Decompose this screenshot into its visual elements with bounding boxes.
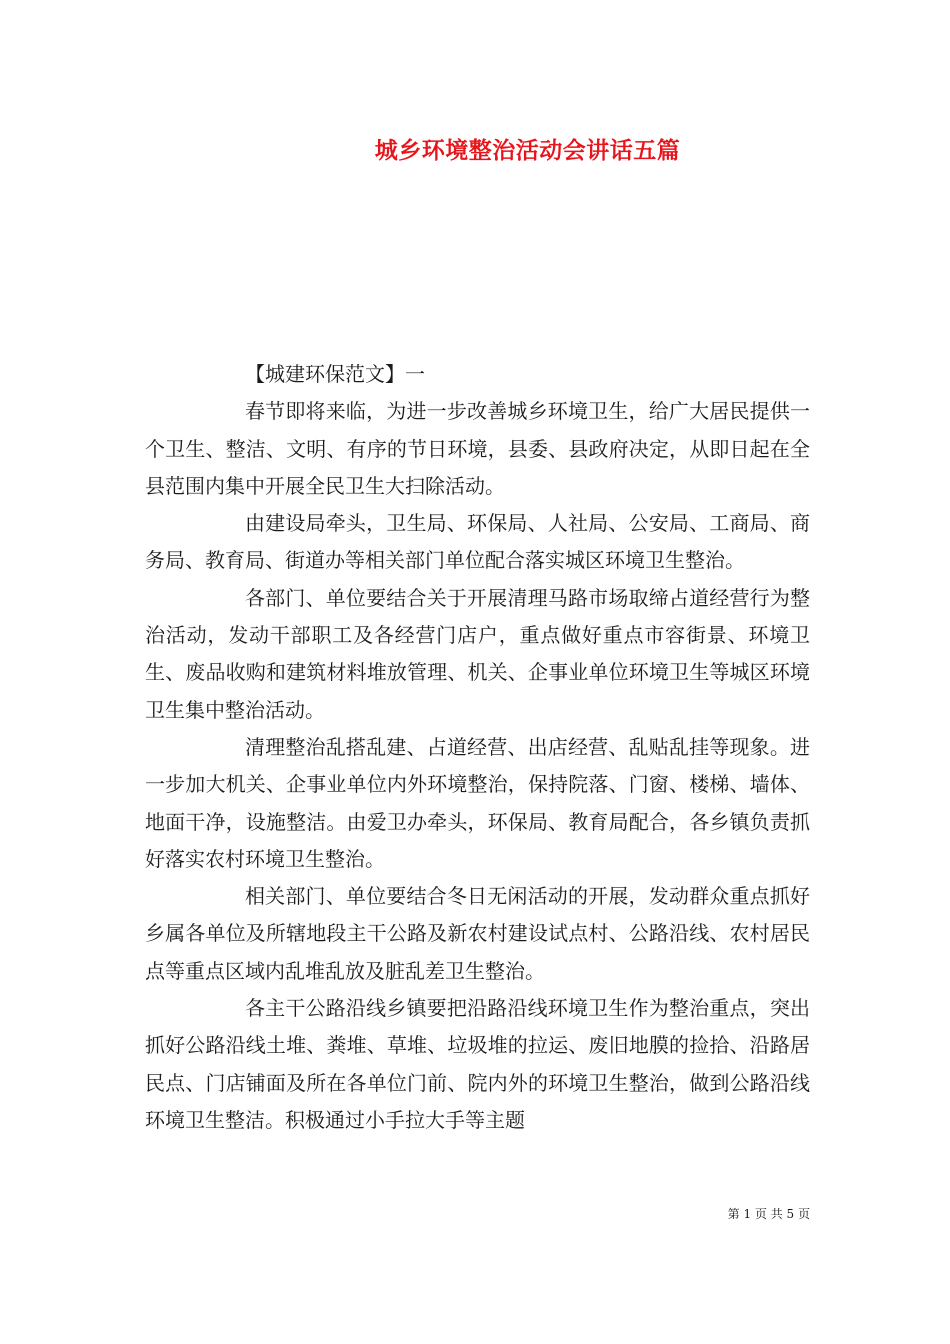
paragraph: 由建设局牵头，卫生局、环保局、人社局、公安局、工商局、商务局、教育局、街道办等相关部门单位配合落实城区环境卫生整治。 bbox=[145, 511, 810, 573]
paragraph: 相关部门、单位要结合冬日无闲活动的开展，发动群众重点抓好乡属各单位及所辖地段主干公路及新农村建设试点村、公路沿线、农村居民点等重点区域内乱堆乱放及脏乱差卫生整治。 bbox=[145, 884, 810, 983]
paragraph: 春节即将来临，为进一步改善城乡环境卫生，给广大居民提供一个卫生、整洁、文明、有序的节日环境，县委、县政府决定，从即日起在全县范围内集中开展全民卫生大扫除活动。 bbox=[145, 399, 810, 498]
document-title: 城乡环境整治活动会讲话五篇 bbox=[374, 137, 681, 164]
paragraph: 各主干公路沿线乡镇要把沿路沿线环境卫生作为整治重点，突出抓好公路沿线土堆、粪堆、草堆、垃圾堆的拉运、废旧地膜的捡拾、沿路居民点、门店铺面及所在各单位门前、院内外的环境卫生整治，做到公路沿线环境卫生整洁。积极通过小手拉大手等主题 bbox=[145, 996, 810, 1132]
section-heading: 【城建环保范文】一 bbox=[245, 362, 425, 386]
paragraph: 各部门、单位要结合关于开展清理马路市场取缔占道经营行为整治活动，发动干部职工及各经营门店户，重点做好重点市容街景、环境卫生、废品收购和建筑材料堆放管理、机关、企事业单位环境卫生等城区环境卫生集中整治活动。 bbox=[145, 585, 810, 722]
paragraph: 清理整治乱搭乱建、占道经营、出店经营、乱贴乱挂等现象。进一步加大机关、企事业单位内外环境整治，保持院落、门窗、楼梯、墙体、地面干净，设施整洁。由爱卫办牵头，环保局、教育局配合，各乡镇负责抓好落实农村环境卫生整治。 bbox=[145, 734, 810, 871]
page-number: 第 1 页 共 5 页 bbox=[727, 1207, 810, 1221]
document-body bbox=[145, 356, 810, 1139]
